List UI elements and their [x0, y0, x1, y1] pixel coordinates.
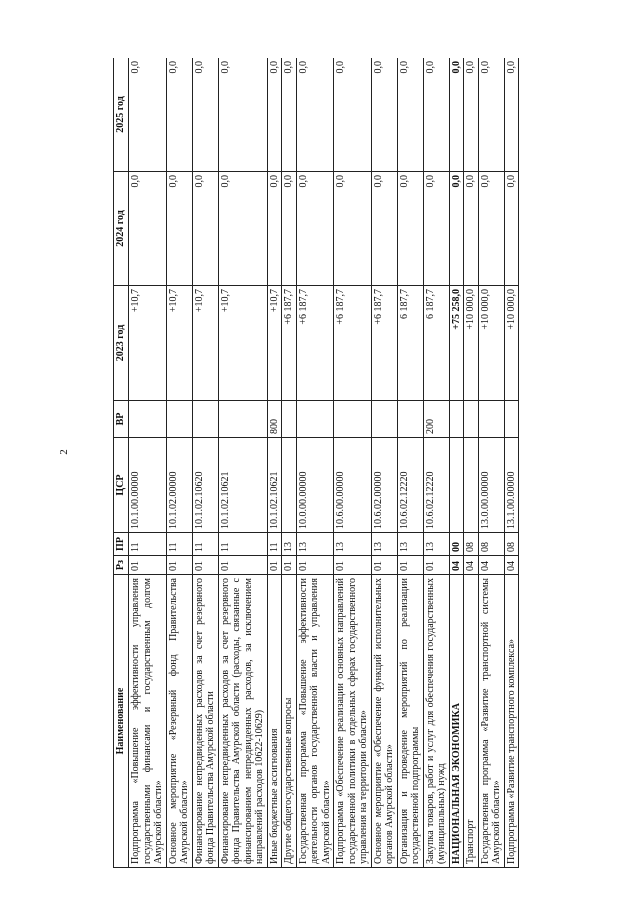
cell-name: Другие общегосударственные вопросы	[282, 575, 297, 868]
header-pr: ПР	[114, 533, 129, 556]
cell-vr	[371, 401, 397, 438]
cell-csr: 13.0.00.00000	[478, 438, 504, 533]
cell-vr	[464, 401, 479, 438]
header-rz: Рз	[114, 556, 129, 575]
cell-vr	[504, 401, 519, 438]
cell-name: Основное мероприятие «Резервный фонд Правительства Амурской области»	[166, 575, 192, 868]
table-row	[371, 58, 397, 868]
header-2025: 2025 год	[114, 58, 129, 172]
cell-pr: 13	[282, 533, 297, 556]
cell-name: Организация и проведение мероприятий по реализации государственной подпрограммы	[397, 575, 423, 868]
cell-vr	[166, 401, 192, 438]
cell-csr: 10.1.02.10621	[218, 438, 267, 533]
cell-2023: +6 187,7	[282, 286, 297, 401]
cell-2024: 0,0	[449, 172, 464, 286]
cell-2024: 0,0	[478, 172, 504, 286]
table-row	[282, 58, 297, 868]
cell-pr: 08	[478, 533, 504, 556]
table-row	[478, 58, 504, 868]
cell-csr	[464, 438, 479, 533]
cell-2025: 0,0	[334, 58, 372, 172]
cell-name: Государственная программа «Повышение эффективности деятельности органов государственной власти и управления Амурской области»	[296, 575, 334, 868]
cell-2025: 0,0	[296, 58, 334, 172]
cell-2023: +6 187,7	[371, 286, 397, 401]
cell-csr: 10.6.02.12220	[423, 438, 449, 533]
cell-2024: 0,0	[334, 172, 372, 286]
cell-pr: 11	[129, 533, 167, 556]
cell-csr: 10.1.02.00000	[166, 438, 192, 533]
cell-2023: +10,7	[129, 286, 167, 401]
cell-pr: 08	[464, 533, 479, 556]
cell-2023: 6 187,7	[397, 286, 423, 401]
cell-csr: 10.1.00.00000	[129, 438, 167, 533]
cell-2023: +10 000,0	[478, 286, 504, 401]
cell-2024: 0,0	[464, 172, 479, 286]
cell-2023: +6 187,7	[334, 286, 372, 401]
table-header-row	[114, 58, 129, 868]
table-row	[334, 58, 372, 868]
cell-csr: 10.6.00.00000	[334, 438, 372, 533]
cell-csr: 13.1.00.00000	[504, 438, 519, 533]
cell-2023: 6 187,7	[423, 286, 449, 401]
cell-2024: 0,0	[296, 172, 334, 286]
cell-2025: 0,0	[504, 58, 519, 172]
cell-2025: 0,0	[192, 58, 218, 172]
cell-rz: 01	[218, 556, 267, 575]
cell-name: Финансирование непредвиденных расходов за счет резервного фонда Правительства Амурской области (расходы, связанные с финансированием непредвиденных расходов, за исключением направлений расходов 10622-10629)	[218, 575, 267, 868]
table-row	[129, 58, 167, 868]
cell-vr	[218, 401, 267, 438]
cell-name: Подпрограмма «Повышение эффективности управления государственными финансами и государственным долгом Амурской области»	[129, 575, 167, 868]
cell-2025: 0,0	[267, 58, 282, 172]
cell-pr: 13	[296, 533, 334, 556]
cell-name: НАЦИОНАЛЬНАЯ ЭКОНОМИКА	[449, 575, 464, 868]
header-vr: ВР	[114, 401, 129, 438]
cell-pr: 13	[423, 533, 449, 556]
cell-2024: 0,0	[192, 172, 218, 286]
cell-csr: 10.6.02.00000	[371, 438, 397, 533]
cell-rz: 01	[334, 556, 372, 575]
table-row	[397, 58, 423, 868]
rotated-table-area	[113, 58, 610, 868]
cell-2024: 0,0	[267, 172, 282, 286]
cell-2024: 0,0	[371, 172, 397, 286]
cell-vr	[334, 401, 372, 438]
cell-rz: 01	[423, 556, 449, 575]
cell-csr: 10.0.00.00000	[296, 438, 334, 533]
cell-2025: 0,0	[129, 58, 167, 172]
cell-name: Государственная программа «Развитие транспортной системы Амурской области»	[478, 575, 504, 868]
cell-name: Основное мероприятие «Обеспечение функций исполнительных органов Амурской области»	[371, 575, 397, 868]
cell-2023: +10,7	[192, 286, 218, 401]
cell-vr	[129, 401, 167, 438]
cell-vr: 200	[423, 401, 449, 438]
cell-2023: +6 187,7	[296, 286, 334, 401]
cell-2023: +10,7	[218, 286, 267, 401]
cell-csr: 10.6.02.12220	[397, 438, 423, 533]
cell-pr: 11	[166, 533, 192, 556]
cell-2025: 0,0	[282, 58, 297, 172]
cell-2023: +10 000,0	[464, 286, 479, 401]
cell-rz: 01	[371, 556, 397, 575]
table-row	[166, 58, 192, 868]
table-row	[449, 58, 464, 868]
cell-rz: 01	[282, 556, 297, 575]
cell-2024: 0,0	[166, 172, 192, 286]
cell-2024: 0,0	[282, 172, 297, 286]
cell-2024: 0,0	[397, 172, 423, 286]
table-row	[423, 58, 449, 868]
cell-2023: +10,7	[267, 286, 282, 401]
cell-vr	[296, 401, 334, 438]
cell-rz: 01	[296, 556, 334, 575]
header-name: Наименование	[114, 575, 129, 868]
cell-pr: 00	[449, 533, 464, 556]
cell-pr: 11	[267, 533, 282, 556]
cell-rz: 04	[464, 556, 479, 575]
table-row	[267, 58, 282, 868]
cell-name: Транспорт	[464, 575, 479, 868]
table-body	[129, 58, 519, 868]
cell-csr: 10.1.02.10620	[192, 438, 218, 533]
cell-2025: 0,0	[423, 58, 449, 172]
cell-vr	[478, 401, 504, 438]
cell-2024: 0,0	[504, 172, 519, 286]
cell-rz: 01	[192, 556, 218, 575]
cell-2025: 0,0	[464, 58, 479, 172]
cell-rz: 04	[478, 556, 504, 575]
header-2023: 2023 год	[114, 286, 129, 401]
table-row	[218, 58, 267, 868]
budget-table	[113, 58, 519, 868]
cell-2025: 0,0	[478, 58, 504, 172]
cell-name: Финансирование непредвиденных расходов за счет резервного фонда Правительства Амурской области	[192, 575, 218, 868]
cell-rz: 01	[397, 556, 423, 575]
cell-2025: 0,0	[166, 58, 192, 172]
cell-pr: 11	[192, 533, 218, 556]
cell-rz: 04	[504, 556, 519, 575]
cell-2023: +10 000,0	[504, 286, 519, 401]
header-2024: 2024 год	[114, 172, 129, 286]
table-row	[296, 58, 334, 868]
cell-pr: 08	[504, 533, 519, 556]
page-number: 2	[58, 449, 70, 455]
cell-2024: 0,0	[218, 172, 267, 286]
cell-rz: 01	[267, 556, 282, 575]
cell-2025: 0,0	[397, 58, 423, 172]
cell-pr: 13	[334, 533, 372, 556]
cell-2023: +10,7	[166, 286, 192, 401]
cell-pr: 13	[397, 533, 423, 556]
table-row	[192, 58, 218, 868]
cell-vr	[282, 401, 297, 438]
cell-rz: 01	[129, 556, 167, 575]
cell-vr	[449, 401, 464, 438]
cell-vr: 800	[267, 401, 282, 438]
cell-vr	[397, 401, 423, 438]
cell-name: Закупка товаров, работ и услуг для обеспечения государственных (муниципальных) нужд	[423, 575, 449, 868]
header-csr: ЦСР	[114, 438, 129, 533]
cell-2024: 0,0	[129, 172, 167, 286]
cell-2024: 0,0	[423, 172, 449, 286]
cell-rz: 04	[449, 556, 464, 575]
cell-pr: 13	[371, 533, 397, 556]
table-container	[113, 58, 610, 868]
cell-2023: +75 258,0	[449, 286, 464, 401]
cell-csr: 10.1.02.10621	[267, 438, 282, 533]
table-row	[464, 58, 479, 868]
cell-csr	[282, 438, 297, 533]
cell-name: Подпрограмма «Обеспечение реализации основных направлений государственной политики в отдельных сферах государственного управления на территории области»	[334, 575, 372, 868]
table-row	[504, 58, 519, 868]
cell-2025: 0,0	[449, 58, 464, 172]
cell-2025: 0,0	[371, 58, 397, 172]
cell-pr: 11	[218, 533, 267, 556]
cell-vr	[192, 401, 218, 438]
cell-2025: 0,0	[218, 58, 267, 172]
cell-name: Подпрограмма «Развитие транспортного комплекса»	[504, 575, 519, 868]
cell-name: Иные бюджетные ассигнования	[267, 575, 282, 868]
cell-csr	[449, 438, 464, 533]
cell-rz: 01	[166, 556, 192, 575]
